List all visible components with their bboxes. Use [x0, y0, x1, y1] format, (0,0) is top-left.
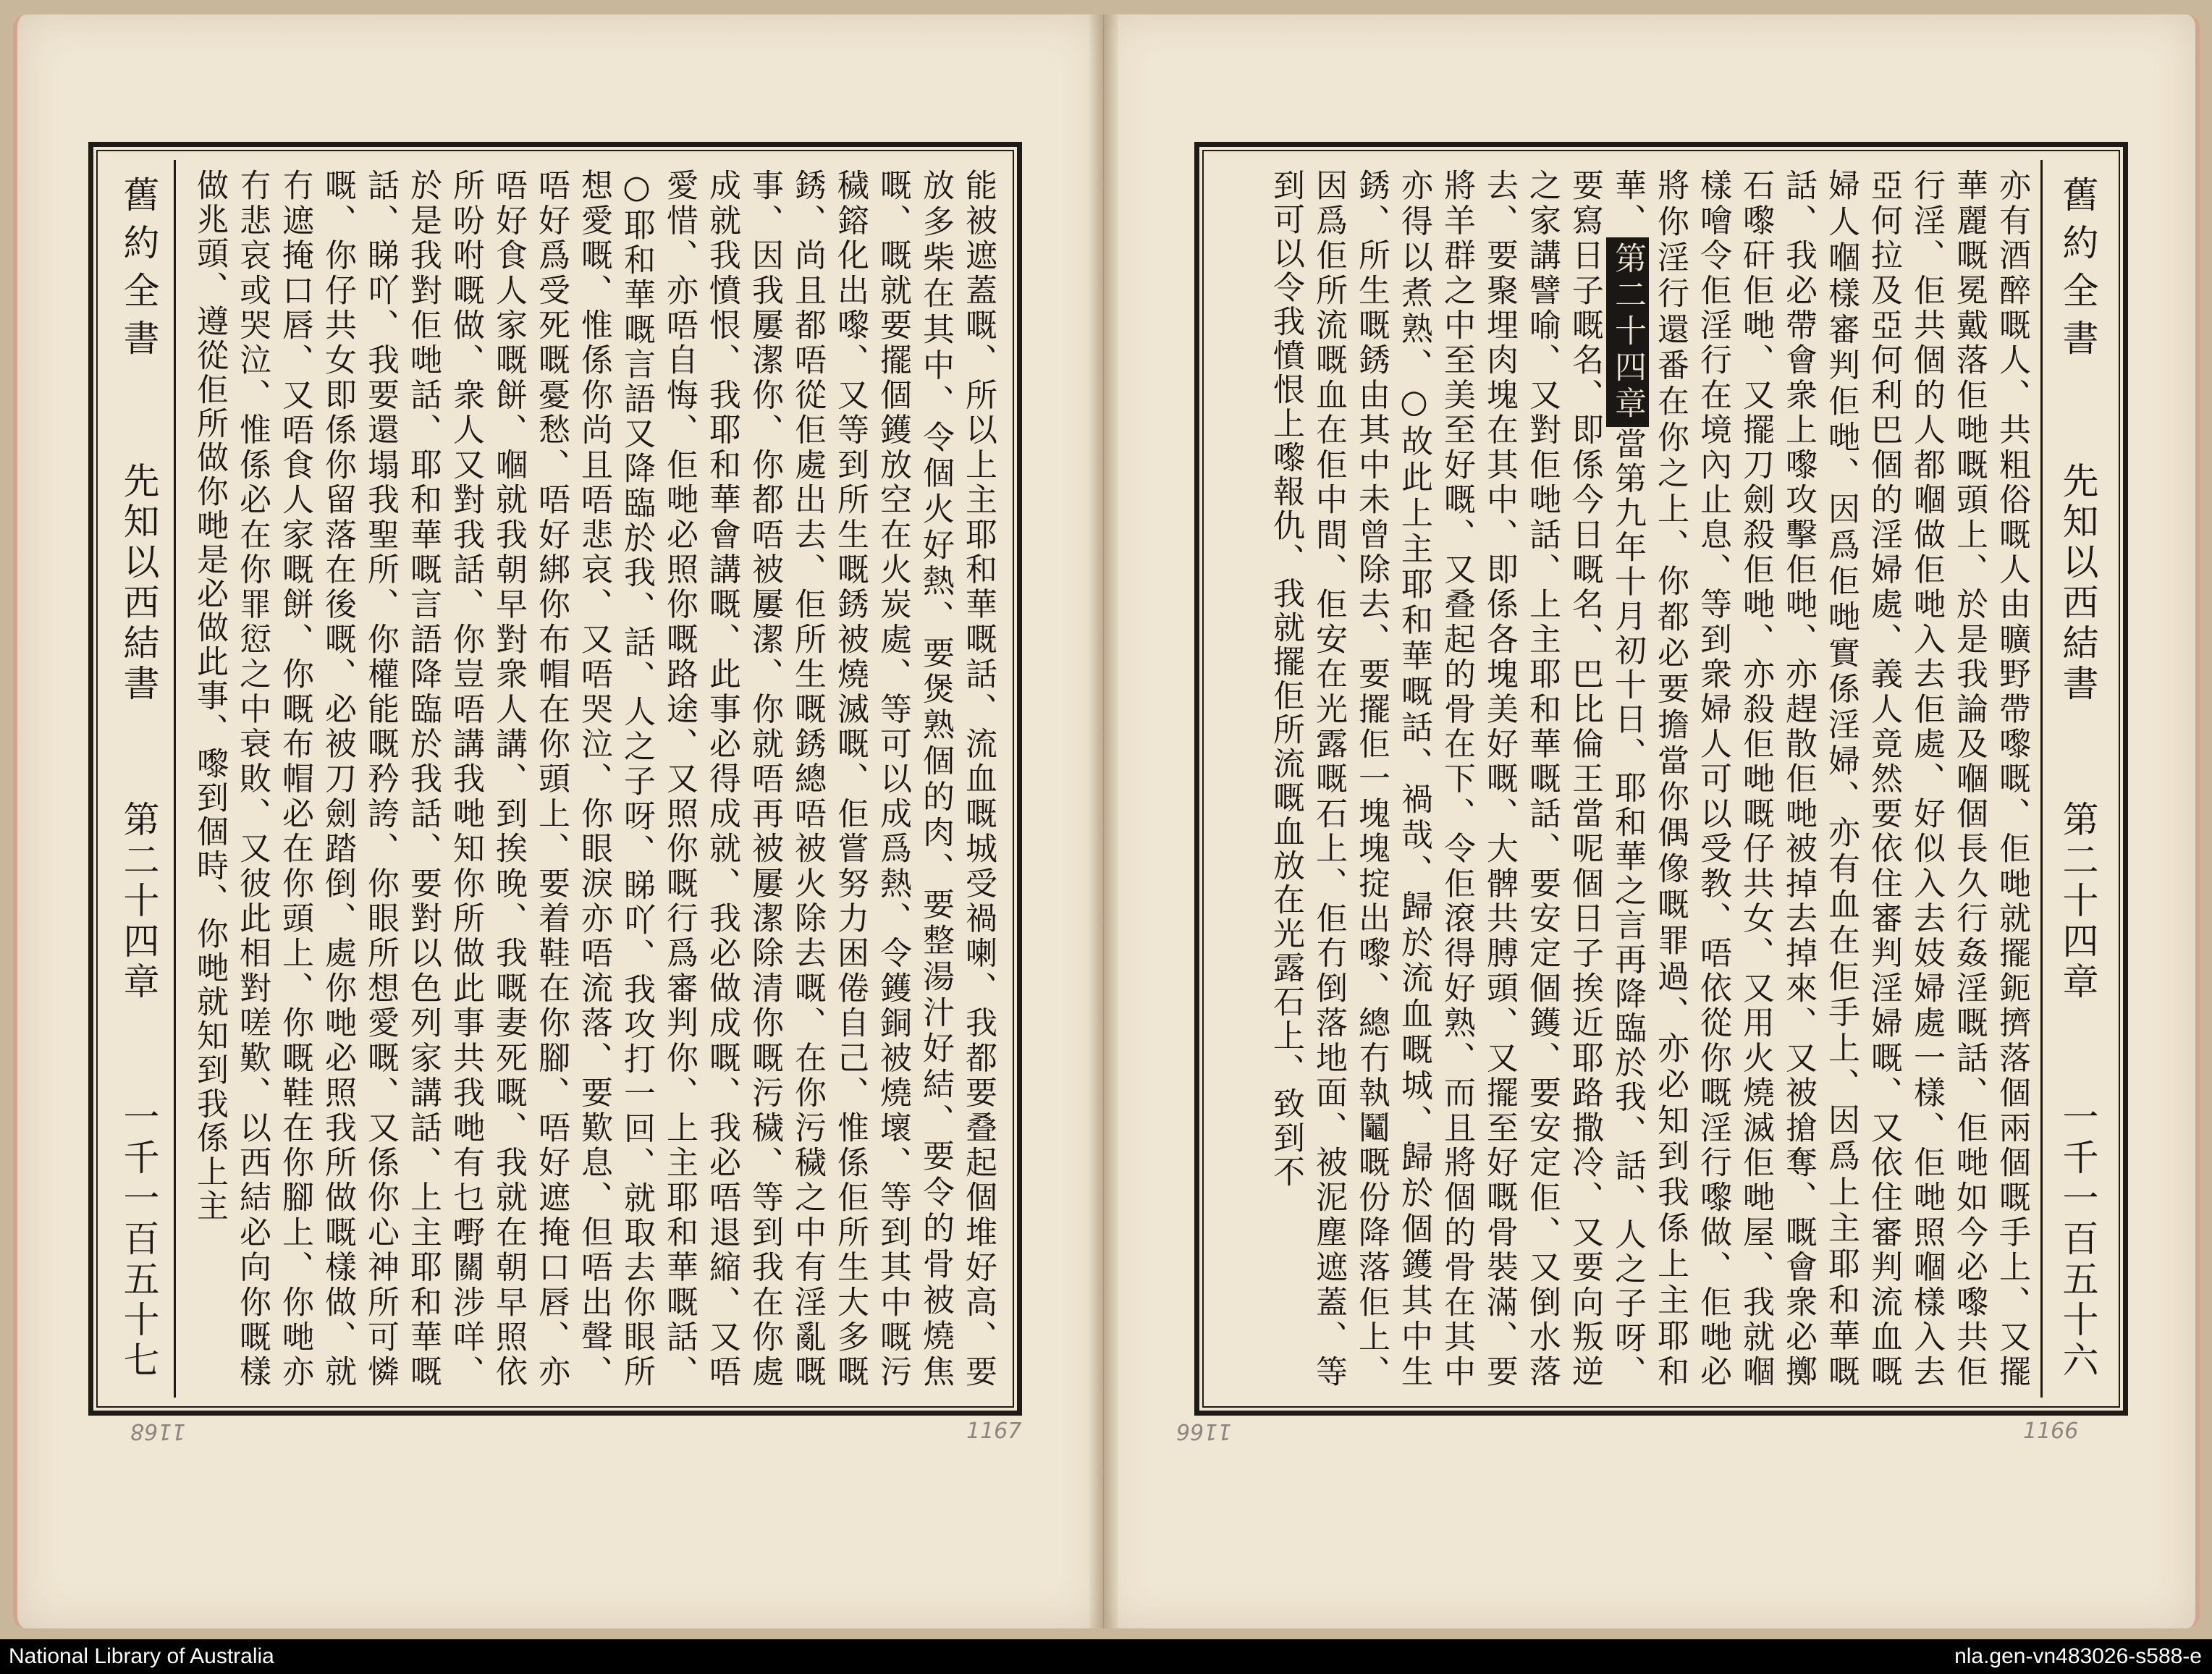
- left-page-number: 一千一百五十七: [117, 1097, 160, 1382]
- pencil-note-left-inner: 1167: [966, 1419, 1022, 1444]
- right-book-name: 先知以西結書: [2056, 462, 2099, 706]
- right-page-frame: [1194, 142, 2128, 1416]
- left-running-header: [104, 160, 176, 1398]
- left-chapter-label: 第二十四章: [117, 800, 160, 1003]
- chapter-badge: 第二十四章: [1606, 237, 1649, 427]
- right-text-before-badge: 亦有酒醉嘅人、共粗俗嘅人由曠野帶嚟嘅、佢哋就擺鈪擠落個兩個嘅手上、又擺華麗嘅冕戴落佢哋嘅頭上、於是我論及嗰個長久行姦淫嘅話、佢哋如今必嚟共佢行淫、佢共個的人都嗰做佢哋入去佢處、好似入去妓婦處一樣、佢哋照嗰樣入去亞何拉及亞何利巴個的淫婦處、義人竟然要依住審判淫婦嘅、又依住審判流血嘅婦人嗰樣審判佢哋、因爲佢哋實係淫婦、亦有血在佢手上、因爲上主耶和華嘅話、我必帶會衆上嚟攻擊佢哋、亦趕散佢哋被掉去掉來、又被搶奪、嘅會衆必擲石嚟矸佢哋、又擺刀劍殺佢哋、亦殺佢哋嘅仔共女、又用火燒滅佢哋屋、我就嗰樣噲令佢淫行在境內止息、等到衆婦人可以受教、唔依從你嘅淫行嚟做、佢哋必將你淫行還番在你之上、你都必要擔當你偶像嘅罪過、亦必知到我係上主耶和華、: [1609, 169, 2030, 1389]
- right-page-number: 一千一百五十六: [2056, 1097, 2099, 1382]
- left-page-frame: [88, 142, 1022, 1416]
- footer-bar: [0, 1639, 2212, 1674]
- pencil-note-right-outer: 1166: [2023, 1419, 2079, 1444]
- footer-identifier: nla.gen-vn483026-s588-e: [1954, 1644, 2202, 1668]
- book-gutter: [1089, 14, 1118, 1628]
- right-running-header: [2040, 160, 2113, 1398]
- right-text-block: [1265, 169, 2033, 1389]
- right-text-after-badge: 當第九年十月初十日、耶和華之言再降臨於我、話、人之子呀、要寫日子嘅名、即係今日嘅名、巴比倫王當呢個日子挨近耶路撒冷、又要向叛逆之家講譬喻、又對佢哋話、上主耶和華嘅話、要安定個鑊、要安定佢、又倒水落去、要聚埋肉塊在其中、即係各塊美好嘅、大髀共膊頭、又擺至好嘅骨裝滿、要將羊群之中至美至好嘅、又叠起的骨在下、令佢滾得好熟、而且將個的骨在其中亦得以煮熟、○故此上主耶和華嘅話、禍哉、歸於流血嘅城、歸於個鑊其中生銹、所生嘅銹由其中未曾除去、要擺佢一塊塊掟出嚟、總冇執鬮嘅份降落佢上、因爲佢所流嘅血在佢中間、佢安在光露嘅石上、佢冇倒落地面、被泥塵遮蓋、等到可以令我憤恨上嚟報仇、我就擺佢所流嘅血放在光露石上、致到不: [1267, 169, 1646, 1389]
- footer-institution: National Library of Australia: [9, 1644, 274, 1668]
- right-body-text: [1217, 169, 2033, 1389]
- left-book-title: 舊約全書: [117, 176, 160, 367]
- left-text-block: 能被遮蓋嘅、所以上主耶和華嘅話、流血嘅城受禍喇、我都要叠起個堆好高、要放多柴在其中、令個火好熱、要煲熟個的肉、要整湯汁好結、要令的骨被燒焦嘅、嘅就要擺個鑊放空在火炭處、等可以成爲熱、令鑊銅被燒壞、等到其中嘅污穢鎔化出嚟、又等到所生嘅銹被燒滅嘅、佢嘗努力困倦自己、惟係佢所生大多嘅銹、尚且都唔從佢處出去、佢所生嘅銹總唔被火除去嘅、在你污穢之中有淫亂嘅事、因我屢潔你、你都唔被屢潔、你就唔再被屢潔除清你嘅污穢、等到我在你處成就我憤恨、我耶和華會講嘅、此事必得成就、我必做成嘅、我必唔退縮、又唔愛惜、亦唔自悔、佢哋必照你嘅路途、又照你嘅行爲審判你、上主耶和華嘅話、○耶和華嘅言語又降臨於我、話、人之子呀、睇吖、我攻打一回、就取去你眼所想愛嘅、惟係你尚且唔悲哀、又唔哭泣、你眼淚亦唔流落、要歎息、但唔出聲、唔好爲受死嘅憂愁、唔好綁你布帽在你頭上、要着鞋在你腳、唔好遮掩口唇、亦唔好食人家嘅餅、嗰就我朝早對衆人講、到挨晚、我嘅妻死嘅、我就在朝早照依所吩咐嘅做、衆人又對我話、你豈唔講我哋知你所做此事共我哋有乜嘢關涉咩、於是我對佢哋話、耶和華嘅言語降臨於我話、要對以色列家講話、上主耶和華嘅話、睇吖、我要還塌我聖所、你權能嘅矜誇、你眼所想愛嘅、又係你心神所可憐嘅、你仔共女即係你留落在後嘅、必被刀劍踏倒、處你哋必照我所做嘅樣做、就冇遮掩口唇、又唔食人家嘅餅、你嘅布帽必在你頭上、你嘅鞋在你腳上、你哋亦冇悲哀或哭泣、惟係必在你罪愆之中衰敗、又彼此相對嗟歎、以西結必向你嘅樣做兆頭、遵從佢所做你哋是必做此事、嚟到個時、你哋就知到我係上主: [191, 169, 997, 1389]
- left-book-name: 先知以西結書: [117, 462, 160, 706]
- right-book-title: 舊約全書: [2056, 176, 2099, 367]
- pencil-note-right-inner: 1166: [1176, 1419, 1232, 1444]
- left-body-text: [183, 169, 1000, 1389]
- pencil-note-left-outer: 1168: [130, 1419, 186, 1444]
- right-chapter-label: 第二十四章: [2056, 800, 2099, 1003]
